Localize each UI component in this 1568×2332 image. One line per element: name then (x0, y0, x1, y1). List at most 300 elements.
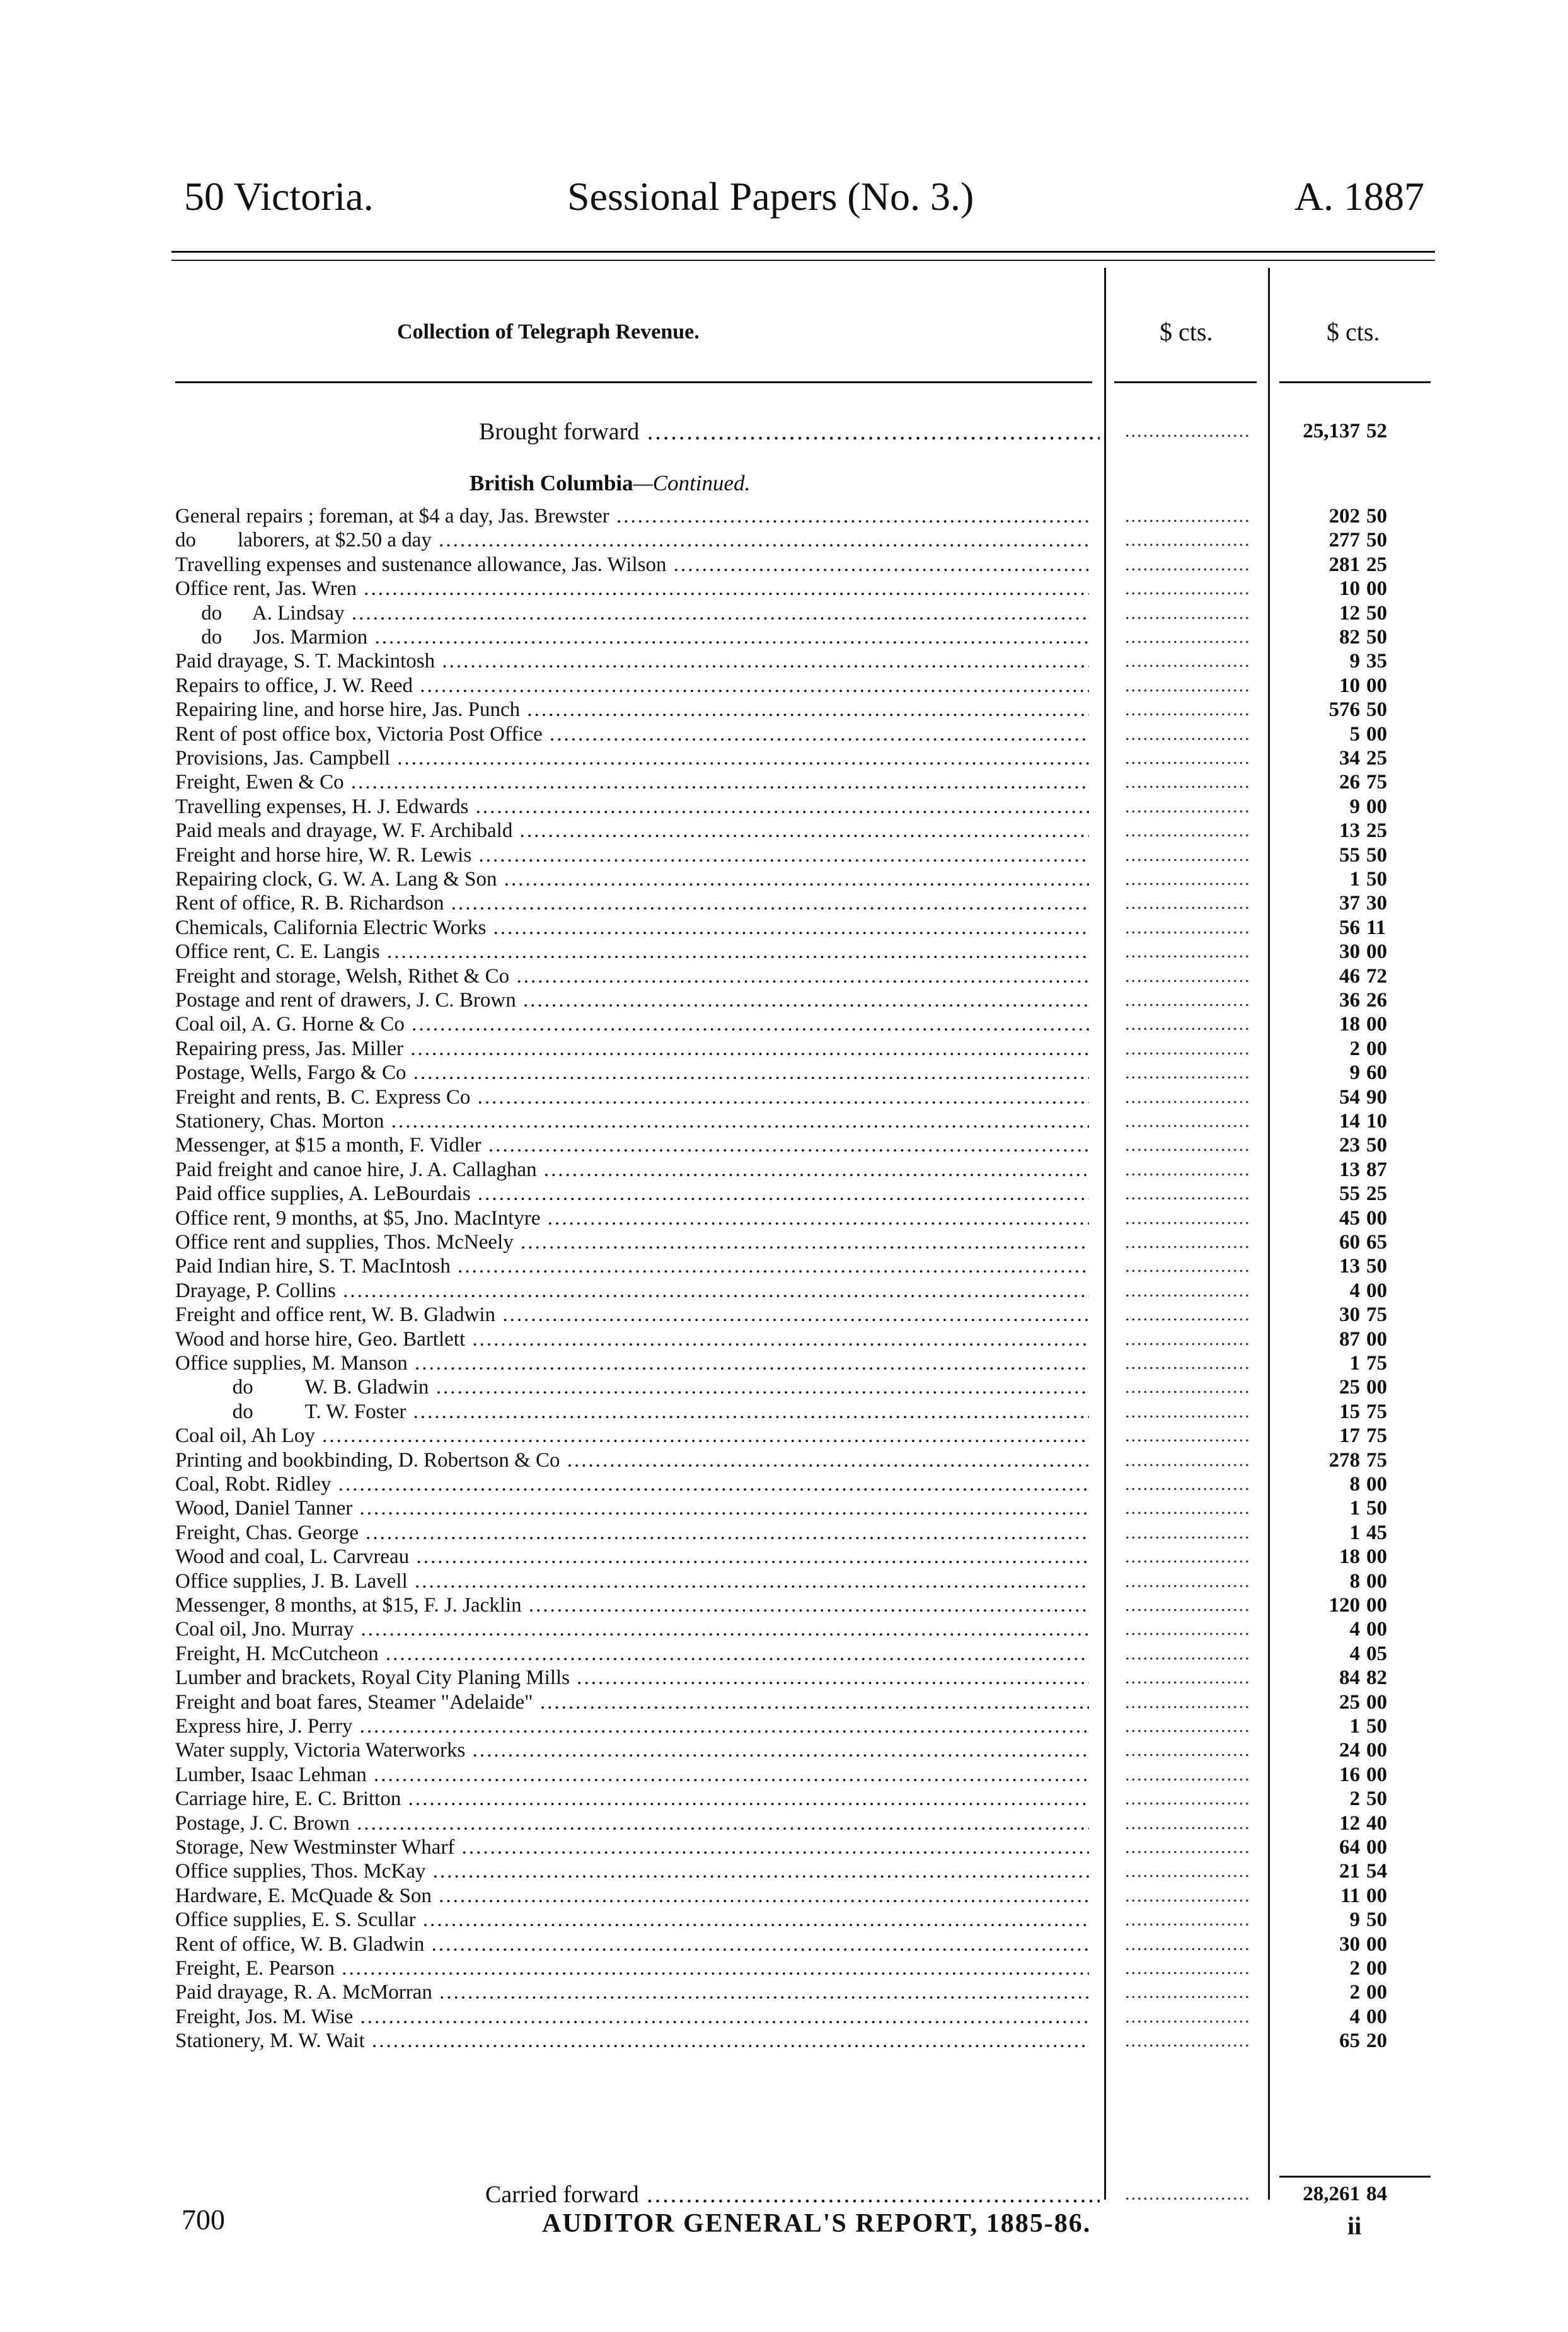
row-amount (1273, 1738, 1431, 1762)
table-row (0, 1666, 1568, 1690)
cents: 00 (1366, 795, 1387, 818)
table-row (0, 649, 1568, 673)
row-description: Office rent, C. E. Langis ..... (175, 940, 1089, 964)
row-description: Postage, Wells, Fargo & Co ..... (175, 1061, 1089, 1085)
table-row (0, 940, 1568, 964)
dollars: 15 (1339, 1400, 1360, 1423)
cents: 00 (1366, 1013, 1387, 1036)
publication-title: Sessional Papers (No. 3.) (567, 174, 974, 219)
row-amount (1273, 1787, 1431, 1811)
row-amount (1273, 1617, 1431, 1641)
row-description: Coal oil, A. G. Horne & Co ..... (175, 1012, 1089, 1036)
row-amount (1273, 1327, 1431, 1351)
row-description: Paid Indian hire, S. T. MacIntosh ..... (175, 1254, 1089, 1278)
row-description: Freight, Jos. M. Wise ..... (175, 2005, 1089, 2029)
cents: 00 (1366, 1376, 1387, 1399)
row-description: Freight, Ewen & Co ..... (175, 770, 1089, 794)
row-description: Freight and storage, Welsh, Rithet & Co ..... (175, 964, 1089, 988)
table-row (0, 1230, 1568, 1254)
row-description: Paid drayage, S. T. Mackintosh ..... (175, 649, 1089, 673)
table-row (0, 1327, 1568, 1351)
dollars: 65 (1339, 2029, 1360, 2053)
report-title: AUDITOR GENERAL'S REPORT, 1885-86. (542, 2209, 1092, 2238)
col1-filler (1125, 843, 1251, 867)
row-amount (1273, 891, 1431, 915)
table-row (0, 1617, 1568, 1641)
row-amount (1273, 698, 1431, 722)
cents: 72 (1366, 964, 1387, 988)
col1-filler (1125, 940, 1251, 964)
row-amount (1273, 1835, 1431, 1859)
row-amount (1273, 1956, 1431, 1980)
row-amount (1273, 1569, 1431, 1593)
section-title: British Columbia—Continued. (470, 471, 751, 495)
row-description: Wood, Daniel Tanner ..... (175, 1496, 1089, 1520)
dollars: 12 (1339, 601, 1360, 625)
row-amount (1273, 1158, 1431, 1182)
dollars: 11 (1340, 1884, 1360, 1907)
table-row (0, 625, 1568, 649)
row-description: Rent of office, R. B. Richardson ..... (175, 891, 1089, 915)
col1-filler (1125, 1424, 1251, 1448)
dollars: 4 (1349, 1642, 1360, 1665)
cents: 11 (1366, 916, 1386, 939)
row-description: Coal, Robt. Ridley ..... (175, 1472, 1089, 1496)
row-description: Rent of post office box, Victoria Post Office ..... (175, 722, 1089, 746)
col1-filler (1125, 916, 1251, 940)
cents: 50 (1366, 868, 1387, 891)
row-description: Paid meals and drayage, W. F. Archibald ..... (175, 819, 1089, 843)
dollars: 8 (1349, 1473, 1360, 1496)
dollars: 13 (1339, 1255, 1360, 1278)
dollars: 1 (1349, 1352, 1360, 1375)
table-row (0, 1763, 1568, 1787)
cents: 35 (1366, 650, 1387, 673)
row-amount (1273, 819, 1431, 843)
dollars: 87 (1339, 1327, 1360, 1351)
table-row (0, 1206, 1568, 1230)
col1-filler (1125, 674, 1251, 698)
cents: 50 (1366, 529, 1387, 552)
row-amount (1273, 1133, 1431, 1157)
col1-filler (1125, 1908, 1251, 1932)
col1-filler (1125, 504, 1251, 528)
table-row (0, 1061, 1568, 1085)
cents: 05 (1366, 1642, 1387, 1665)
dollars: 277 (1329, 529, 1360, 552)
cents: 00 (1366, 1327, 1387, 1351)
row-amount (1273, 843, 1431, 867)
dollars: 2 (1349, 1787, 1360, 1811)
col1-filler (1125, 1182, 1251, 1206)
dollars: 30 (1339, 1303, 1360, 1327)
col1-filler (1125, 1496, 1251, 1520)
dollars: 4 (1349, 1618, 1360, 1641)
row-description: Repairing line, and horse hire, Jas. Punch ..... (175, 698, 1089, 722)
row-amount (1273, 1375, 1431, 1399)
table-row (0, 1835, 1568, 1859)
dollars: 55 (1339, 1182, 1360, 1206)
row-amount (1273, 867, 1431, 891)
row-amount (1273, 1279, 1431, 1303)
cents: 25 (1366, 553, 1387, 576)
cents: 00 (1366, 577, 1387, 601)
row-description: Provisions, Jas. Campbell ..... (175, 746, 1089, 770)
row-description: Repairs to office, J. W. Reed ..... (175, 674, 1089, 698)
row-amount (1273, 722, 1431, 746)
dollars: 14 (1339, 1110, 1360, 1133)
col1-filler (1125, 795, 1251, 819)
dollars: 2 (1349, 1957, 1360, 1980)
cents: 45 (1366, 1521, 1387, 1544)
table-row (0, 1400, 1568, 1424)
row-description: Office rent, 9 months, at $5, Jno. MacIntyre ..... (175, 1206, 1089, 1230)
cents: 00 (1366, 1690, 1387, 1714)
dollars: 5 (1349, 722, 1360, 746)
row-amount (1273, 770, 1431, 794)
table-row (0, 1884, 1568, 1908)
col1-filler (1125, 1884, 1251, 1908)
col1-filler (1125, 1279, 1251, 1303)
cents: 50 (1366, 1497, 1387, 1520)
col1-filler (1125, 601, 1251, 625)
table-row (0, 1545, 1568, 1569)
col1-filler (1125, 1859, 1251, 1883)
col1-filler (1125, 1061, 1251, 1085)
dollars: 82 (1339, 626, 1360, 649)
col1-filler (1125, 1133, 1251, 1157)
brought-forward-amount (1273, 419, 1431, 443)
row-description: Drayage, P. Collins ..... (175, 1279, 1089, 1303)
table-row (0, 1085, 1568, 1109)
table-row (0, 891, 1568, 915)
cents: 75 (1366, 771, 1387, 794)
table-header-rule-col2 (1279, 381, 1431, 383)
cents: 50 (1366, 626, 1387, 649)
cents: 54 (1366, 1860, 1387, 1883)
cents: 50 (1366, 1715, 1387, 1738)
cents: 00 (1366, 1545, 1387, 1569)
row-description: General repairs ; foreman, at $4 a day, Jas. Brewster ..... (175, 504, 1089, 528)
row-description: Repairing clock, G. W. A. Lang & Son ..... (175, 867, 1089, 891)
cents: 00 (1366, 940, 1387, 964)
row-description: Freight and boat fares, Steamer "Adelaide" ..... (175, 1690, 1089, 1714)
table-row (0, 1012, 1568, 1036)
cents: 00 (1366, 1932, 1387, 1956)
carried-forward-row (0, 2182, 1568, 2206)
dollars: 34 (1339, 747, 1360, 770)
row-amount (1273, 1980, 1431, 2004)
dollars: 54 (1339, 1085, 1360, 1109)
brought-forward-label: Brought forward ..... (479, 419, 1100, 446)
table-row (0, 964, 1568, 988)
table-row (0, 1496, 1568, 1520)
row-description: Paid freight and canoe hire, J. A. Callaghan ..... (175, 1158, 1089, 1182)
cents: 40 (1366, 1811, 1387, 1835)
cents: 75 (1366, 1303, 1387, 1327)
header-rule-bottom (171, 260, 1435, 261)
dollars: 24 (1339, 1739, 1360, 1762)
dollars: 28,261 (1303, 2183, 1360, 2205)
col1-filler (1125, 867, 1251, 891)
row-amount (1273, 1230, 1431, 1254)
col1-filler (1125, 1617, 1251, 1641)
col1-filler (1125, 1980, 1251, 2004)
cents: 00 (1366, 1279, 1387, 1302)
row-amount (1273, 1206, 1431, 1230)
dollars: 10 (1339, 674, 1360, 697)
row-amount (1273, 504, 1431, 528)
col1-filler (1125, 1400, 1251, 1424)
cents: 65 (1366, 1231, 1387, 1254)
row-description: Coal oil, Jno. Murray ..... (175, 1617, 1089, 1641)
col1-filler (1125, 891, 1251, 915)
row-description: Printing and bookbinding, D. Robertson & Co ..... (175, 1448, 1089, 1472)
row-amount (1273, 1859, 1431, 1883)
row-description: Lumber, Isaac Lehman ..... (175, 1763, 1089, 1787)
table-row (0, 1980, 1568, 2004)
sheet-mark: ii (1347, 2212, 1362, 2240)
row-amount (1273, 674, 1431, 698)
dollars: 10 (1339, 577, 1360, 601)
cents: 00 (1366, 1981, 1387, 2004)
row-description: Postage and rent of drawers, J. C. Brown ..... (175, 988, 1089, 1012)
row-amount (1273, 964, 1431, 988)
cents: 00 (1366, 1739, 1387, 1762)
dollars: 281 (1329, 553, 1360, 576)
col1-filler (1125, 1666, 1251, 1690)
dollars: 13 (1339, 1158, 1360, 1181)
dollars: 13 (1339, 819, 1360, 843)
row-amount (1273, 625, 1431, 649)
table-row (0, 1158, 1568, 1182)
col1-filler (1125, 1254, 1251, 1278)
table-row (0, 553, 1568, 577)
table-row (0, 674, 1568, 698)
row-description: Office rent, Jas. Wren ..... (175, 577, 1089, 601)
table-row (0, 601, 1568, 625)
cents: 50 (1366, 601, 1387, 625)
column-header-1: $ cts. (1160, 318, 1213, 346)
col1-filler (1125, 1569, 1251, 1593)
col1-filler (1125, 1327, 1251, 1351)
cents: 84 (1366, 2183, 1387, 2205)
header-rule-top (171, 251, 1435, 253)
row-amount (1273, 2005, 1431, 2029)
dollars: 202 (1329, 505, 1360, 528)
cents: 00 (1366, 1473, 1387, 1496)
col1-filler (1125, 1012, 1251, 1036)
col1-filler (1125, 819, 1251, 843)
cents: 50 (1366, 843, 1387, 867)
row-description: Office supplies, E. S. Scullar ..... (175, 1908, 1089, 1932)
col1-filler (1125, 1932, 1251, 1956)
col1-filler (1125, 746, 1251, 770)
dollars: 1 (1349, 1497, 1360, 1520)
col1-filler (1125, 2005, 1251, 2029)
row-description: Water supply, Victoria Waterworks ..... (175, 1738, 1089, 1762)
row-description: Freight and rents, B. C. Express Co ..... (175, 1085, 1089, 1109)
dollars: 46 (1339, 964, 1360, 988)
row-description: Paid drayage, R. A. McMorran ..... (175, 1980, 1089, 2004)
row-description: Rent of office, W. B. Gladwin ..... (175, 1932, 1089, 1956)
col1-filler (1125, 577, 1251, 601)
cents: 00 (1366, 1037, 1387, 1060)
cents: 30 (1366, 892, 1387, 915)
cents: 10 (1366, 1110, 1387, 1133)
row-description: Office supplies, J. B. Lavell ..... (175, 1569, 1089, 1593)
table-row (0, 722, 1568, 746)
col1-filler (1125, 1593, 1251, 1617)
col1-filler (1125, 2182, 1251, 2206)
dollars: 23 (1339, 1134, 1360, 1157)
table-row (0, 1279, 1568, 1303)
dollars: 25 (1339, 1690, 1360, 1714)
cents: 00 (1366, 1957, 1387, 1980)
row-amount (1273, 1424, 1431, 1448)
table-row (0, 1133, 1568, 1157)
row-description: Messenger, at $15 a month, F. Vidler ..... (175, 1133, 1089, 1157)
table-row (0, 1109, 1568, 1133)
col1-filler (1125, 1085, 1251, 1109)
dollars: 2 (1349, 1981, 1360, 2004)
dollars: 56 (1339, 916, 1360, 939)
dollars: 36 (1339, 989, 1360, 1012)
row-description: do A. Lindsay ..... (175, 601, 1089, 625)
row-description: Travelling expenses, H. J. Edwards ..... (175, 795, 1089, 819)
table-row (0, 1351, 1568, 1375)
row-amount (1273, 1448, 1431, 1472)
dollars: 1 (1349, 1715, 1360, 1738)
col1-filler (1125, 1037, 1251, 1061)
row-description: Office supplies, Thos. McKay ..... (175, 1859, 1089, 1883)
row-amount (1273, 1351, 1431, 1375)
row-amount (1273, 1545, 1431, 1569)
col1-filler (1125, 1956, 1251, 1980)
row-amount (1273, 1763, 1431, 1787)
table-row (0, 2005, 1568, 2029)
dollars: 37 (1339, 892, 1360, 915)
cents: 00 (1366, 1206, 1387, 1230)
cents: 52 (1366, 420, 1387, 442)
table-row (0, 1593, 1568, 1617)
row-description: Repairing press, Jas. Miller ..... (175, 1037, 1089, 1061)
col1-filler (1125, 1206, 1251, 1230)
table-title: Collection of Telegraph Revenue. (397, 320, 700, 343)
col1-filler (1125, 1690, 1251, 1714)
row-amount (1273, 916, 1431, 940)
row-amount (1273, 1884, 1431, 1908)
dollars: 2 (1349, 1037, 1360, 1060)
row-amount (1273, 1521, 1431, 1545)
row-amount (1273, 1908, 1431, 1932)
row-description: Hardware, E. McQuade & Son ..... (175, 1884, 1089, 1908)
cents: 25 (1366, 819, 1387, 843)
cents: 50 (1366, 1787, 1387, 1811)
year-label: A. 1887 (1294, 174, 1424, 219)
dollars: 64 (1339, 1836, 1360, 1859)
dollars: 278 (1329, 1448, 1360, 1472)
totals-rule (1279, 2176, 1431, 2178)
table-row (0, 867, 1568, 891)
table-row (0, 1811, 1568, 1835)
row-description: Wood and coal, L. Carvreau ..... (175, 1545, 1089, 1569)
column-header-2: $ cts. (1327, 318, 1380, 346)
table-row (0, 1521, 1568, 1545)
dollars: 18 (1339, 1545, 1360, 1569)
col1-filler (1125, 1835, 1251, 1859)
col1-filler (1125, 1521, 1251, 1545)
row-description: Postage, J. C. Brown ..... (175, 1811, 1089, 1835)
row-amount (1273, 1932, 1431, 1956)
row-description: Storage, New Westminster Wharf ..... (175, 1835, 1089, 1859)
table-header-rule (175, 381, 1092, 383)
dollars: 45 (1339, 1206, 1360, 1230)
row-amount (1273, 1061, 1431, 1085)
table-row (0, 916, 1568, 940)
cents: 82 (1366, 1666, 1387, 1690)
col1-filler (1125, 1811, 1251, 1835)
cents: 00 (1366, 1569, 1387, 1593)
row-description: Messenger, 8 months, at $15, F. J. Jacklin ..... (175, 1593, 1089, 1617)
row-description: do laborers, at $2.50 a day ..... (175, 528, 1089, 552)
row-amount (1273, 1666, 1431, 1690)
row-amount (1273, 1496, 1431, 1520)
cents: 50 (1366, 698, 1387, 722)
col1-filler (1125, 1448, 1251, 1472)
dollars: 26 (1339, 771, 1360, 794)
cents: 75 (1366, 1400, 1387, 1423)
cents: 50 (1366, 1134, 1387, 1157)
table-row (0, 843, 1568, 867)
row-amount (1273, 649, 1431, 673)
dollars: 25,137 (1303, 420, 1360, 442)
table-row (0, 1037, 1568, 1061)
row-amount (1273, 1400, 1431, 1424)
col1-filler (1125, 2029, 1251, 2053)
table-row (0, 528, 1568, 552)
row-amount (1273, 1303, 1431, 1327)
row-amount (1273, 577, 1431, 601)
dollars: 576 (1329, 698, 1360, 722)
dollars: 9 (1349, 795, 1360, 818)
table-row (0, 1690, 1568, 1714)
carried-forward-label: Carried forward ..... (485, 2182, 1100, 2208)
row-description: Travelling expenses and sustenance allowance, Jas. Wilson ..... (175, 553, 1089, 577)
col1-filler (1125, 419, 1251, 443)
row-description: Coal oil, Ah Loy ..... (175, 1424, 1089, 1448)
table-row (0, 1642, 1568, 1666)
table-row (0, 2029, 1568, 2053)
table-row (0, 1956, 1568, 1980)
cents: 75 (1366, 1424, 1387, 1448)
row-description: Lumber and brackets, Royal City Planing Mills ..... (175, 1666, 1089, 1690)
col1-filler (1125, 553, 1251, 577)
row-description: Wood and horse hire, Geo. Bartlett ..... (175, 1327, 1089, 1351)
row-amount (1273, 988, 1431, 1012)
col1-filler (1125, 988, 1251, 1012)
col1-filler (1125, 649, 1251, 673)
cents: 26 (1366, 989, 1387, 1012)
table-row (0, 770, 1568, 794)
row-description: Freight, H. McCutcheon ..... (175, 1642, 1089, 1666)
table-row (0, 577, 1568, 601)
cents: 90 (1366, 1085, 1387, 1109)
row-description: Chemicals, California Electric Works ..... (175, 916, 1089, 940)
dollars: 21 (1339, 1860, 1360, 1883)
cents: 00 (1366, 674, 1387, 697)
row-amount (1273, 1642, 1431, 1666)
